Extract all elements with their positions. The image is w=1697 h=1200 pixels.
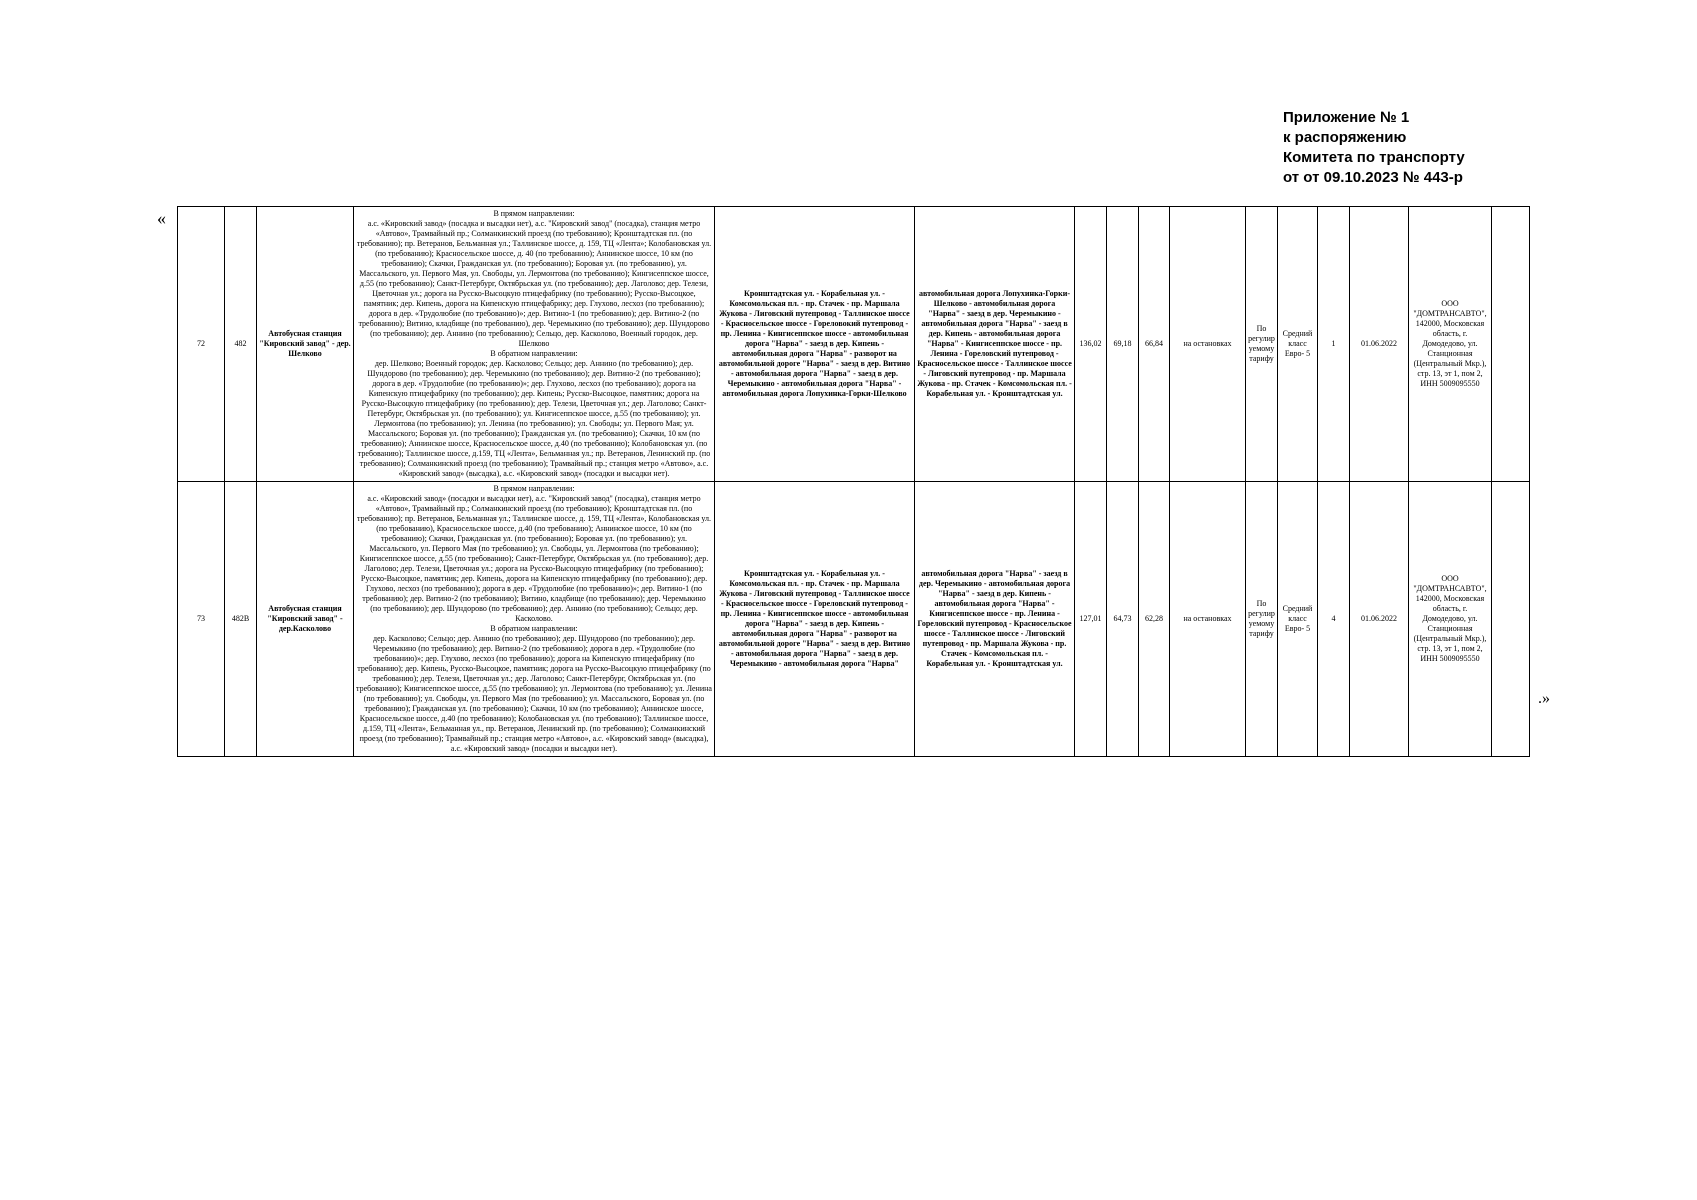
tariff-type: По регулируемому тарифу [1246, 482, 1278, 757]
length-total: 127,01 [1075, 482, 1107, 757]
table-row [178, 482, 1530, 757]
forward-stops: а.с. «Кировский завод» (посадка и высадки нет), а.с. "Кировский завод" (посадка), станция метро «Автово», Трамвайный пр.; Солманкинский проезд (по требованию); Кронштадтская пл. (по требованию); пр. Ветеранов, Бельманная ул.; Таллинское шоссе, д. 159, ТЦ «Лента»; Колобановская ул. (по требованию); Красносельское шоссе, д. 40 (по требованию); Аннинское шоссе, 10 км (по требованию); Скачки, Гражданская ул. (по требованию); Боровая ул. (по требованию), ул. Массальского, ул. Первого Мая, ул. Свободы, ул. Лермонтова (по требованию); Кингисеппское шоссе, д.55 (по требованию); Санкт-Петербург, Октябрьская ул. (по требованию); дер. Лаголово; дер. Телези, Цветочная ул.; дорога на Русско-Высоцкую птицефабрику (по требованию); Русско-Высоцкое, памятник; дер. Кипень, дорога на Кипенскую птицефабрику; дер. Глухово, лесхоз (по требованию); дорога в дер. «Трудолюбие (по требованию)»; дер. Витино-1 (по требованию); дер. Витино-2 (по требованию); Витино, кладбище (по требованию), дер. Черемыкино (по требованию); дер. Шундорово (по требованию); дер. Аннино (по требованию); Сельцо, дер. Касколово, Военный городок, дер. Шелково [356, 219, 712, 348]
start-date: 01.06.2022 [1350, 207, 1409, 482]
closing-quote: .» [1538, 690, 1550, 707]
forward-title: В прямом направлении: [493, 484, 575, 493]
appendix-line-order: к распоряжению [1283, 129, 1407, 146]
length-backward: 66,84 [1139, 207, 1170, 482]
length-backward: 62,28 [1139, 482, 1170, 757]
stops-mode: на остановках [1170, 207, 1246, 482]
table-row [178, 207, 1530, 482]
route-name: Автобусная станция "Кировский завод" - дер. Шелково [257, 207, 354, 482]
route-number: 482 [225, 207, 257, 482]
stops-description [354, 482, 715, 757]
backward-stops: дер. Касколово; Сельцо; дер. Аннино (по требованию); дер. Шундорово (по требованию); дер. Черемыкино (по требованию); дер. Витино-2 (по требованию); дорога в дер. «Трудолюбие (по требованию)»; дер. Глухово, лесхоз (по требованию); дорога на Кипенскую птицефабрику (по требованию); дер. Кипень, Русско-Высоцкое, памятник; дорога на Русско-Высоцкую птицефабрику (по требованию); дер. Телези, Цветочная ул.; дер. Лаголово; Санкт-Петербург, Октябрьская ул. (по требованию); Кингисеппское шоссе, д.55 (по требованию); ул. Лермонтова (по требованию); ул. Ленина (по требованию); ул. Свободы, ул. Первого Мая (по требованию); ул. Массальского, Боровая ул. (по требованию); Гражданская ул. (по требованию); Скачки, 10 км (по требованию); Аннинское шоссе, Красносельское шоссе, д.40 (по требованию); Колобановская ул. (по требованию); Таллинское шоссе, д.159, ТЦ «Лента», Бельманная ул., пр. Ветеранов, Ленинский пр. (по требованию); Солманкинский проезд (по требованию); Трамвайный пр.; станция метро «Автово», а.с. «Кировский завод» (высадка), а.с. «Кировский завод» (посадки и высадки нет). [356, 634, 712, 753]
streets-forward: Кронштадтская ул. - Корабельная ул. - Комсомольская пл. - пр. Стачек - пр. Маршала Жукова - Лиговский путепровод - Таллинское шоссе - Красносельское шоссе - Гореловский путепровод - пр. Ленина - Кингисеппское шоссе - автомобильная дорога "Нарва" - заезд в дер. Кипень - автомобильная дорога "Нарва" - разворот на автомобильной дороге "Нарва" - заезд в дер. Витино - автомобильная дорога "Нарва" - заезд в дер. Черемыкино - автомобильная дорога "Нарва" [715, 482, 915, 757]
streets-backward: автомобильная дорога Лопухинка-Горки-Шелково - автомобильная дорога "Нарва" - заезд в дер. Черемыкино - автомобильная дорога "Нарва" - заезд в дер. Кипень - автомобильная дорога "Нарва" - Кингисеппское шоссе - пр. Ленина - Гореловский путепровод - Красносельское шоссе - Таллинское шоссе - Лиговский путепровод - пр. Маршала Жукова - пр. Стачек - Комсомольская пл. - Корабельная ул. - Кронштадтская ул. [915, 207, 1075, 482]
opening-quote: « [157, 208, 166, 228]
length-total: 136,02 [1075, 207, 1107, 482]
bus-class: Средний класс Евро- 5 [1278, 482, 1318, 757]
vehicle-count: 4 [1318, 482, 1350, 757]
row-number: 72 [178, 207, 225, 482]
carrier-info: ООО "ДОМТРАНСАВТО", 142000, Московская область, г. Домодедово, ул. Станционная (Центральный Мкр.), стр. 13, эт 1, пом 2, ИНН 5009095550 [1409, 482, 1492, 757]
route-number: 482В [225, 482, 257, 757]
length-forward: 69,18 [1107, 207, 1139, 482]
forward-stops: а.с. «Кировский завод» (посадки и высадки нет), а.с. "Кировский завод" (посадка), станция метро «Автово», Трамвайный пр.; Солманкинский проезд (по требованию); Кронштадтская пл. (по требованию); пр. Ветеранов, Бельманная ул.; Таллинское шоссе, д. 159, ТЦ «Лента», Колобановская ул. (по требованию), Красносельское шоссе, д.40 (по требованию); Аннинское шоссе, 10 км (по требованию); Скачки, Гражданская ул. (по требованию); Боровая ул. (по требованию); ул. Массальского, ул. Первого Мая (по требованию); ул. Свободы, ул. Лермонтова (по требованию); Кингисеппское шоссе, д.55 (по требованию); Санкт-Петербург, Октябрьская ул. (по требованию); дер. Лаголово; дер. Телези, Цветочная ул.; дорога на Русско-Высоцкую птицефабрику (по требованию); Русско-Высоцкое, памятник; дер. Кипень, дорога на Кипенскую птицефабрику (по требованию); дер. Глухово, лесхоз (по требованию); дорога в дер. «Трудолюбие (по требованию)»; дер. Витино-1 (по требованию); дер. Витино-2 (по требованию); Витино, кладбище (по требованию); дер. Черемыкино (по требованию); дер. Шундорово (по требованию); дер. Аннино (по требованию); Сельцо; дер. Касколово. [356, 494, 712, 623]
vehicle-count: 1 [1318, 207, 1350, 482]
start-date: 01.06.2022 [1350, 482, 1409, 757]
routes-table [177, 206, 1530, 757]
forward-title: В прямом направлении: [493, 209, 575, 218]
appendix-line-date: от от 09.10.2023 № 443-р [1283, 169, 1463, 186]
appendix-line-committee: Комитета по транспорту [1283, 149, 1465, 166]
backward-title: В обратном направлении: [490, 349, 578, 358]
route-name: Автобусная станция "Кировский завод" - дер.Касколово [257, 482, 354, 757]
carrier-info: ООО "ДОМТРАНСАВТО", 142000, Московская область, г. Домодедово, ул. Станционная (Центральный Мкр.), стр. 13, эт 1, пом 2, ИНН 5009095550 [1409, 207, 1492, 482]
empty-cell [1492, 207, 1530, 482]
streets-backward: автомобильная дорога "Нарва" - заезд в дер. Черемыкино - автомобильная дорога "Нарва" - заезд в дер. Кипень - автомобильная дорога "Нарва" - Кингисеппское шоссе - пр. Ленина - Гореловский путепровод - Красносельское шоссе - Таллинское шоссе - Лиговский путепровод - пр. Маршала Жукова - пр. Стачек - Комсомольская пл. - Корабельная ул. - Кронштадтская ул. [915, 482, 1075, 757]
backward-title: В обратном направлении: [490, 624, 578, 633]
stops-mode: на остановках [1170, 482, 1246, 757]
tariff-type: По регулируемому тарифу [1246, 207, 1278, 482]
stops-description [354, 207, 715, 482]
bus-class: Средний класс Евро- 5 [1278, 207, 1318, 482]
streets-forward: Кронштадтская ул. - Корабельная ул. - Комсомольская пл. - пр. Стачек - пр. Маршала Жукова - Лиговский путепровод - Таллинское шоссе - Красносельское шоссе - Гореловокий путепровод - пр. Ленина - Кингисеппское шоссе - автомобильная дорога "Нарва" - заезд в дер. Кипень - автомобильная дорога "Нарва" - разворот на автомобильной дороге "Нарва" - заезд в дер. Витино - автомобильная дорога "Нарва" - заезд в дер. Черемыкино - автомобильная дорога "Нарва" - автомобильная дорога Лопухинка-Горки-Шелково [715, 207, 915, 482]
backward-stops: дер. Шелково; Военный городок; дер. Касколово; Сельцо; дер. Аннино (по требованию); дер. Шундорово (по требованию); дер. Черемыкино (по требованию); дер. Витино-2 (по требованию); дорога в дер. «Трудолюбие (по требованию)»; дер. Глухово, лесхоз (по требованию); дорога на Кипенскую птицефабрику (по требованию); дер. Кипень; Русско-Высоцкое, памятник; дорога на Русско-Высоцкую птицефабрику (по требованию); дер. Телези, Цветочная ул.; дер. Лаголово; Санкт-Петербург, Октябрьская ул. (по требованию); ул. Кингисеппское шоссе, д.55 (по требованию); ул. Лермонтова (по требованию); ул. Ленина (по требованию); ул. Свободы; ул. Первого Мая; ул. Массальского; Боровая ул. (по требованию); Гражданская ул. (по требованию); Скачки, 10 км (по требованию); Аннинское шоссе, Красносельское шоссе, д.40 (по требованию); Колобановская ул. (по требованию); Таллинское шоссе, д.159, ТЦ «Лента», Бельманная ул.; пр. Ветеранов, Ленинский пр. (по требованию); Солманкинский проезд (по требованию); Трамвайный пр.; станция метро «Автово», а.с. «Кировский завод» (высадка), а.с. «Кировский завод» (посадки и высадки нет). [357, 359, 711, 478]
empty-cell [1492, 482, 1530, 757]
appendix-title: Приложение № 1 [1283, 109, 1410, 126]
length-forward: 64,73 [1107, 482, 1139, 757]
appendix-header [1283, 108, 1663, 188]
row-number: 73 [178, 482, 225, 757]
